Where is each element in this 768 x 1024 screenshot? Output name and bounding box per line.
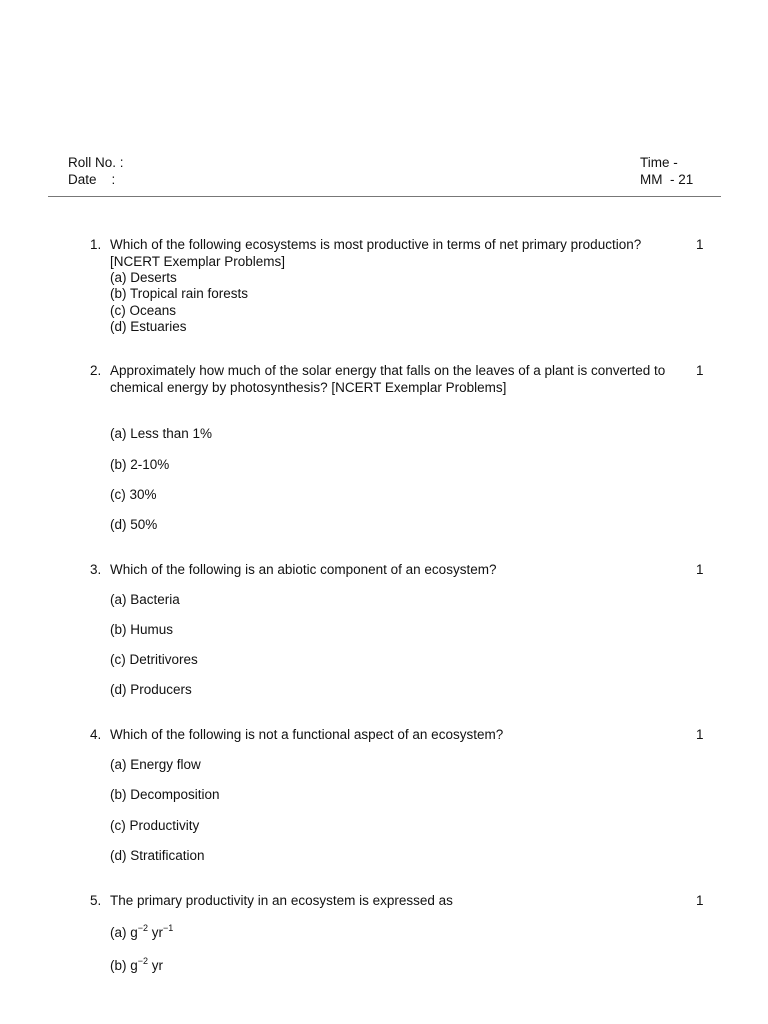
option-unit: yr bbox=[148, 958, 164, 973]
question-marks: 1 bbox=[696, 363, 704, 378]
option-unit: yr bbox=[148, 925, 164, 940]
option-2d: (d) 50% bbox=[110, 517, 158, 532]
option-3c: (c) Detritivores bbox=[110, 652, 198, 667]
question-text: The primary productivity in an ecosystem is expressed as bbox=[110, 893, 453, 908]
option-2c: (c) 30% bbox=[110, 487, 157, 502]
option-2b: (b) 2-10% bbox=[110, 457, 170, 472]
option-5a bbox=[110, 922, 174, 942]
option-4c: (c) Productivity bbox=[110, 818, 200, 833]
question-number: 5. bbox=[90, 893, 102, 908]
option-4d: (d) Stratification bbox=[110, 848, 205, 863]
option-3a: (a) Bacteria bbox=[110, 592, 180, 607]
option-1d: (d) Estuaries bbox=[110, 319, 187, 334]
option-4a: (a) Energy flow bbox=[110, 757, 201, 772]
time-label: Time - bbox=[640, 155, 678, 170]
header-divider bbox=[48, 196, 721, 197]
question-marks: 1 bbox=[696, 727, 704, 742]
option-5b bbox=[110, 955, 164, 975]
option-prefix: (a) g bbox=[110, 925, 138, 940]
option-1b: (b) Tropical rain forests bbox=[110, 286, 249, 301]
question-number: 3. bbox=[90, 562, 102, 577]
option-4b: (b) Decomposition bbox=[110, 787, 220, 802]
question-text: Which of the following ecosystems is most productive in terms of net primary production? [NCERT Exemplar Problems] bbox=[110, 237, 642, 269]
header-left bbox=[68, 155, 124, 188]
question-marks: 1 bbox=[696, 893, 704, 908]
option-1a: (a) Deserts bbox=[110, 270, 177, 285]
exponent: −2 bbox=[137, 922, 149, 933]
question-text: Which of the following is not a functional aspect of an ecosystem? bbox=[110, 727, 504, 742]
header-right bbox=[640, 155, 720, 188]
exponent: −2 bbox=[137, 955, 149, 966]
question-text: Which of the following is an abiotic component of an ecosystem? bbox=[110, 562, 497, 577]
max-marks-label: MM - 21 bbox=[640, 171, 694, 187]
option-prefix: (b) g bbox=[110, 958, 138, 973]
roll-number-label: Roll No. : bbox=[68, 155, 124, 170]
option-1c: (c) Oceans bbox=[110, 303, 177, 318]
question-number: 2. bbox=[90, 363, 102, 378]
question-marks: 1 bbox=[696, 562, 704, 577]
exponent: −1 bbox=[163, 922, 174, 933]
question-marks: 1 bbox=[696, 237, 704, 252]
question-number: 4. bbox=[90, 727, 102, 742]
option-3b: (b) Humus bbox=[110, 622, 174, 637]
option-2a: (a) Less than 1% bbox=[110, 426, 213, 441]
question-text: Approximately how much of the solar energy that falls on the leaves of a plant is converted to chemical energy by photosynthesis? [NCERT Exemplar Problems] bbox=[110, 363, 666, 395]
question-number: 1. bbox=[90, 237, 102, 252]
date-label: Date : bbox=[68, 171, 116, 187]
option-3d: (d) Producers bbox=[110, 682, 192, 697]
